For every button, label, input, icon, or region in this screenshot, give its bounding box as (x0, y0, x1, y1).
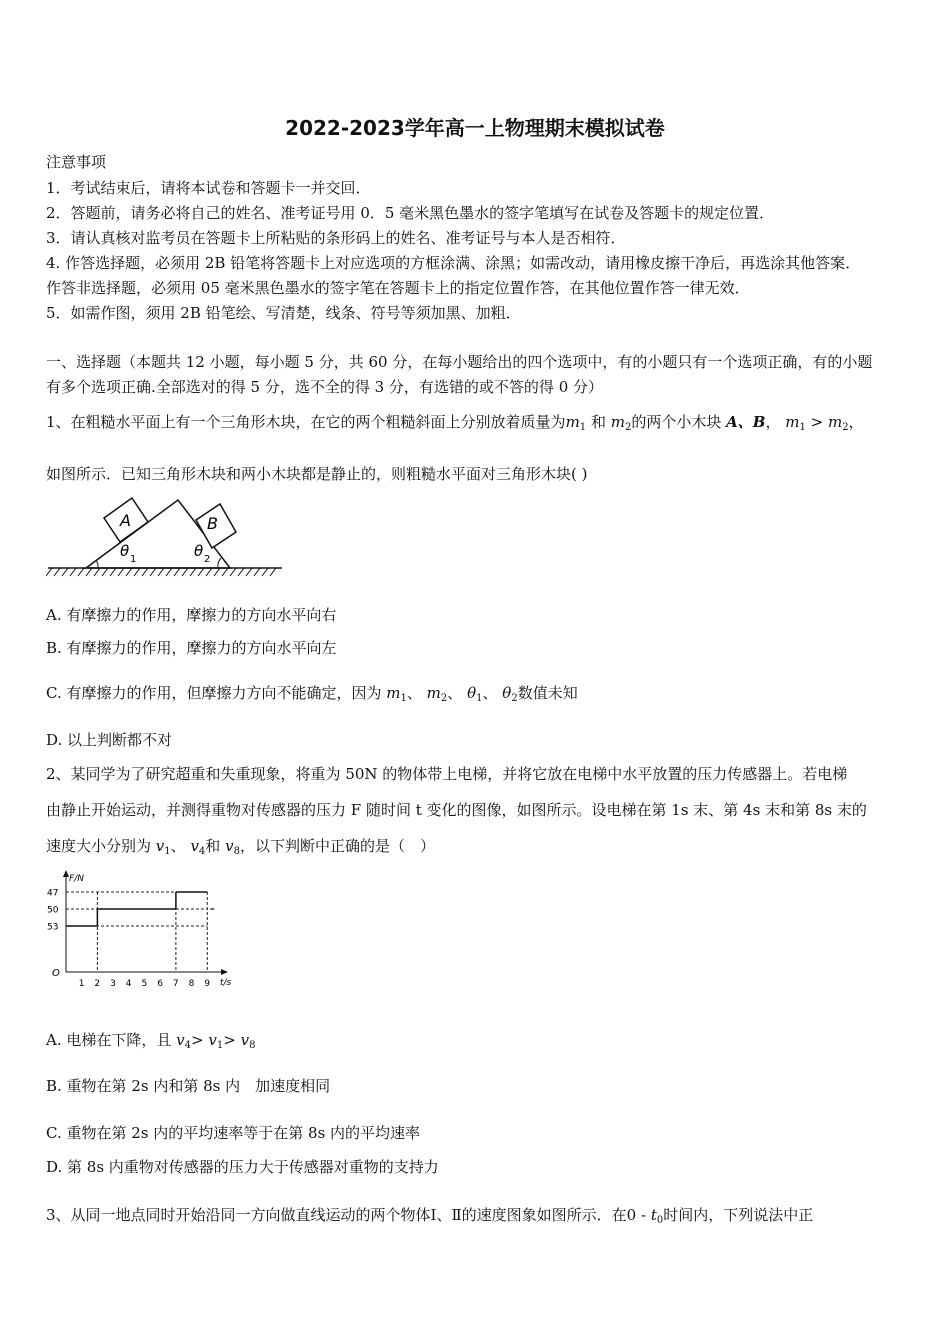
y-tick-label: 47 (47, 888, 59, 899)
theta2-sub: 2 (204, 554, 211, 565)
q1-option-a[interactable]: A. 有摩擦力的作用，摩擦力的方向水平向右 (46, 606, 337, 624)
section-heading-cont: 有多个选项正确.全部选对的得 5 分，选不全的得 3 分，有选错的或不答的得 0 分） (46, 378, 604, 396)
q2-stem-cont: 由静止开始运动，并测得重物对传感器的压力 F 随时间 t 变化的图像，如图所示。设电梯在第 1s 末、第 4s 末和第 8s 末的 (46, 801, 867, 819)
y-axis-label: F/N (69, 874, 84, 884)
q1-figure (46, 496, 286, 582)
notice-heading: 注意事项 (46, 153, 107, 171)
notice-item: 5．如需作图，须用 2B 铅笔绘、写清楚，线条、符号等须加黑、加粗． (46, 304, 521, 322)
q2-stem: 2、某同学为了研究超重和失重现象，将重为 50N 的物体带上电梯，并将它放在电梯中水平放置的压力传感器上。若电梯 (46, 765, 848, 783)
x-tick-label: 5 (141, 979, 148, 989)
x-tick-label: 9 (204, 979, 211, 989)
q3-stem: 3、从同一地点同时开始沿同一方向做直线运动的两个物体Ⅰ、Ⅱ的速度图象如图所示．在$0 - t_0$时间内，下列说法中正 (46, 1206, 814, 1226)
notice-item: 4. 作答选择题，必须用 2B 铅笔将答题卡上对应选项的方框涂满、涂黑；如需改动，请用橡皮擦干净后，再选涂其他答案． (46, 254, 861, 272)
theta1-sub: 1 (130, 554, 137, 565)
notice-item: 作答非选择题，必须用 05 毫米黑色墨水的签字笔在答题卡上的指定位置作答，在其他位置作答一律无效． (46, 279, 750, 297)
q2-option-c[interactable]: C. 重物在第 2s 内的平均速率等于在第 8s 内的平均速率 (46, 1124, 421, 1142)
y-tick-label: 50 (47, 905, 59, 916)
q1-option-d[interactable]: D. 以上判断都不对 (46, 731, 173, 749)
x-tick-label: 8 (188, 979, 195, 989)
x-tick-label: 2 (94, 979, 101, 989)
force-time-chart (44, 868, 244, 994)
q2-stem-end: 速度大小分别为 $v_1$、 $v_4$和 $v_8$，以下判断中正确的是（ ） (46, 837, 435, 857)
x-tick-label: 7 (172, 979, 179, 989)
x-tick-label: 4 (125, 979, 132, 989)
x-axis-label: t/s (220, 978, 232, 988)
block-a-label: A (120, 511, 131, 530)
q1-option-c[interactable]: C. 有摩擦力的作用，但摩擦力方向不能确定，因为 $m_1$、 $m_2$、 $\theta_1$、 $\theta_2$数值未知 (46, 684, 578, 704)
theta2-label: θ (194, 542, 204, 560)
block-b-label: B (207, 514, 218, 533)
theta1-label: θ (120, 542, 130, 560)
q2-option-b[interactable]: B. 重物在第 2s 内和第 8s 内 加速度相同 (46, 1077, 331, 1095)
x-tick-label: 6 (157, 979, 163, 989)
section-heading: 一、选择题（本题共 12 小题，每小题 5 分，共 60 分，在每小题给出的四个选项中，有的小题只有一个选项正确，有的小题 (46, 353, 873, 371)
y-tick-label: 53 (47, 922, 59, 933)
notice-item: 1．考试结束后，请将本试卷和答题卡一并交回． (46, 179, 371, 197)
notice-item: 2．答题前，请务必将自己的姓名、准考证号用 0．5 毫米黑色墨水的签字笔填写在试卷及答题卡的规定位置． (46, 204, 775, 222)
x-tick-label: 1 (78, 979, 85, 989)
q2-option-d[interactable]: D. 第 8s 内重物对传感器的压力大于传感器对重物的支持力 (46, 1158, 439, 1176)
q2-option-a[interactable]: A. 电梯在下降，且 $v_4> v_1> v_8$ (46, 1031, 256, 1051)
page-title: 2022-2023学年高一上物理期末模拟试卷 (285, 116, 665, 140)
origin-label: O (52, 968, 60, 979)
notice-item: 3．请认真核对监考员在答题卡上所粘贴的条形码上的姓名、准考证号与本人是否相符． (46, 229, 626, 247)
x-tick-label: 3 (110, 979, 116, 989)
q1-option-b[interactable]: B. 有摩擦力的作用，摩擦力的方向水平向左 (46, 639, 337, 657)
q1-stem: 1、在粗糙水平面上有一个三角形木块，在它的两个粗糙斜面上分别放着质量为$m_1$ 和 $m_2$的两个小木块 A、B， $m_1 > m_2$， (46, 413, 864, 433)
q1-stem-cont: 如图所示．已知三角形木块和两小木块都是静止的，则粗糙水平面对三角形木块( ) (46, 465, 588, 483)
